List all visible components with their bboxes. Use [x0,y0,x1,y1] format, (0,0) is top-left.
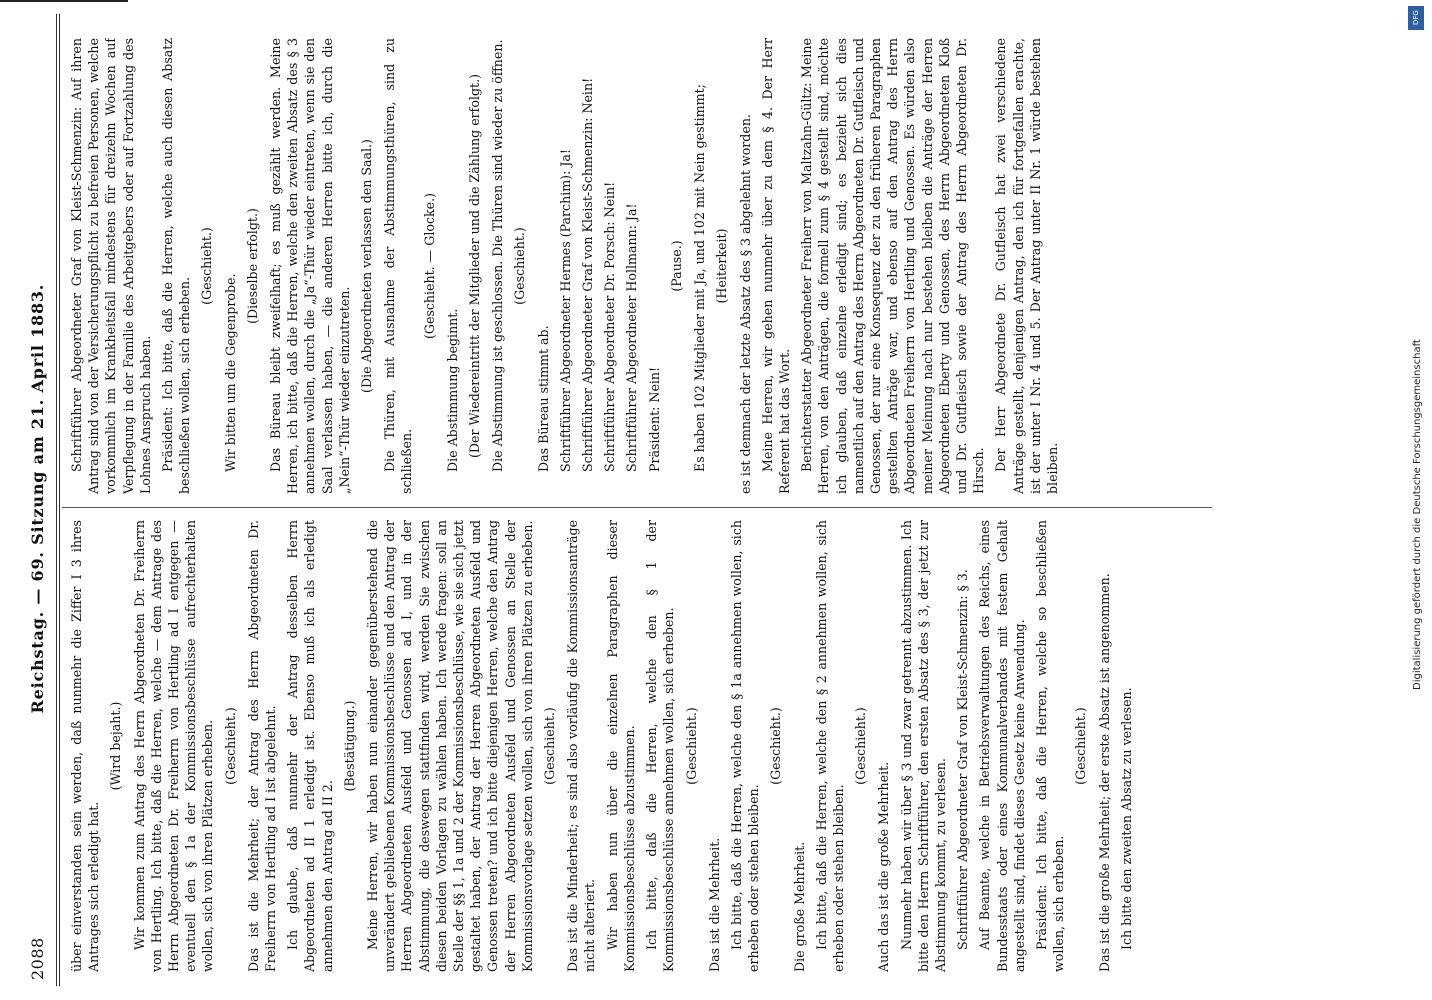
paragraph: Berichterstatter Abgeordneter Freiherr von Maltzahn-Gültz: Meine Herren, von den Anträgen, die formell zum § 4 gestellt sind, möchte ich glauben, daß einzelne erledigt sind; es bezieht sich dies namentlich auf den Antrag des Herrn Abgeordneten Dr. Gutfleisch und Genossen, der nur eine Konsequenz der zu den früheren Paragraphen gestellten Anträge war, und ebenso auf den Antrag des Herrn Abgeordneten Freiherrn von Hertling und Genossen. Es würden also meiner Meinung nach nur bestehen bleiben die Anträge der Herren Abgeordneten Eberty und Genossen, des Herrn Abgeordneten Kloß und Dr. Gutfleisch sowie der Antrag des Herrn Abgeordneten Dr. Hirsch. [799,38,987,494]
paragraph: Meine Herren, wir gehen nunmehr über zu dem § 4. Der Herr Referent hat das Wort. [759,38,792,494]
running-head [22,20,52,980]
stage-direction: (Der Wiedereintritt der Mitglieder und die Zählung erfolgt.) [467,74,483,458]
paragraph: Der Herr Abgeordnete Dr. Gutfleisch hat zwei verschiedene Anträge gestellt, denjenigen Antrag, den ich für fortgefallen erachte, ist der unter I Nr. 4 und 5. Der Antrag unter II Nr. 1 würde bestehen bleiben. [993,38,1060,494]
paragraph: Das ist die große Mehrheit; der erste Absatz ist angenommen. [1096,573,1112,972]
paragraph: Wir bitten um die Gegenprobe. [222,273,238,472]
paragraph: Ich bitte den zweiten Absatz zu verlesen. [1118,687,1134,950]
paragraph: Nunmehr haben wir über § 3 und zwar getrennt abzustimmen. Ich bitte den Herrn Schriftführer, den ersten Absatz des § 3, der jetzt zur Abstimmung kommt, zu verlesen. [898,520,948,972]
stage-direction: (Geschieht.) [853,707,869,785]
page-title: Reichstag. — 69. Sitzung am 21. April 1883. [27,283,47,714]
paragraph: Die Thüren, mit Ausnahme der Abstimmungsthüren, sind zu schließen. [382,38,415,494]
paragraph: Die Abstimmung beginnt. [444,308,460,472]
paragraph: Präsident: Nein! [646,366,662,472]
left-column [68,520,1288,972]
paragraph: es ist demnach der letzte Absatz des § 3 abgelehnt worden. [737,114,753,494]
stage-direction: (Heiterkeit) [714,228,730,304]
paragraph: Auf Beamte, welche in Betriebsverwaltungen des Reichs, eines Bundesstaats oder eines Kommunalverbandes mit festem Gehalt angestellt sind, findet dieses Gesetz keine Anwendung. [977,520,1027,972]
paragraph: Schriftführer Abgeordneter Hermes (Parchim): Ja! [557,149,573,472]
stage-direction: (Die Abgeordneten verlassen den Saal.) [359,139,375,393]
paragraph: Wir kommen zum Antrag des Herrn Abgeordneten Dr. Freiherrn von Hertling. Ich bitte, daß die Herren, welche — dem Antrage des Herrn Abgeordneten Dr. Freiherrn von Hertling ad I entgegen — eventuell den § 1a der Kommissionsbeschlüsse aufrechterhalten wollen, sich von ihren Plätzen erheben. [131,520,216,972]
stage-direction: (Bestätigung.) [341,700,357,792]
paragraph: Auch das ist die große Mehrheit. [876,761,892,972]
paragraph: Schriftführer Abgeordneter Hollmann: Ja! [624,203,640,472]
paragraph: Meine Herren, wir haben nun einander gegenüberstehend die unverändert gebliebenen Kommissionsbeschlüsse und den Antrag der Herren Abgeordneten Ausfeld und Genossen ad I, und in der Abstimmung, die deswegen stattfinden wird, werden Sie zwischen diesen beiden Vorlagen zu wählen haben. Ich werde fragen: soll an Stelle der §§ 1, 1a und 2 der Kommissionsbeschlüsse, wie sie sich jetzt gestaltet haben, der Antrag der Herren Abgeordneten Ausfeld und Genossen treten? und ich bitte diejenigen Herren, welche den Antrag der Herren Abgeordneten Ausfeld und Genossen an Stelle der Kommissionsvorlage setzen wollen, sich von ihren Plätzen zu erheben. [365,520,535,972]
stage-direction: (Geschieht. — Glocke.) [421,192,437,340]
paragraph: Ich bitte, daß die Herren, welche den § 2 annehmen wollen, sich erheben oder stehen bleiben. [813,520,846,972]
stage-direction: (Geschieht.) [683,707,699,785]
paragraph: Präsident: Ich bitte, daß die Herren, welche so beschließen wollen, sich erheben. [1033,520,1067,972]
paragraph: über einverstanden sein werden, daß nunmehr die Ziffer I 3 ihres Antrages sich erledigt hat. [69,520,102,972]
stage-direction: (Geschieht.) [222,707,238,785]
dfg-strip [1402,0,1432,1000]
paragraph: Schriftführer Abgeordneter Dr. Porsch: Nein! [602,181,618,472]
paragraph: Ich bitte, daß die Herren, welche den § 1 der Kommissionsbeschlüsse annehmen wollen, sich erheben. [644,520,677,972]
paragraph: Wir haben nun über die einzelnen Paragraphen dieser Kommissionsbeschlüsse abzustimmen. [604,520,637,972]
paragraph: Es haben 102 Mitglieder mit Ja, und 102 mit Nein gestimmt; [692,84,708,472]
stage-direction: (Geschieht.) [1073,707,1089,785]
dfg-logo: DFG [1408,6,1424,30]
paragraph: Die Abstimmung ist geschlossen. Die Thüren sind wieder zu öffnen. [490,39,506,472]
header-rule-double [59,14,60,986]
stage-direction: (Dieselbe erfolgt.) [244,208,260,324]
paragraph: Das Büreau stimmt ab. [535,325,551,472]
stage-direction: (Geschieht.) [768,707,784,785]
paragraph: Schriftführer Abgeordneter Graf von Kleist-Schmenzin: Nein! [580,77,596,472]
paragraph: Das ist die Minderheit; es sind also vorläufig die Kommissionsanträge nicht alteriert. [565,520,598,972]
column-divider [62,507,1212,508]
stage-direction: (Pause.) [668,240,684,292]
stage-direction: (Geschieht.) [542,707,558,785]
dfg-notice: Digitalisierung gefördert durch die Deutsche Forschungsgemeinschaft [1412,339,1423,690]
paragraph: Das ist die Mehrheit; der Antrag des Herrn Abgeordneten Dr. Freiherrn von Hertling ad I ist abgelehnt. [245,520,279,972]
paragraph: Die große Mehrheit. [791,841,807,972]
paragraph: Das Büreau bleibt zweifelhaft; es muß gezählt werden. Meine Herren, ich bitte, daß die Herren, welche den zweiten Absatz des § 3 annehmen wollen, durch die „Ja“-Thür wieder eintreten, wenn sie den Saal verlassen haben, — die anderen Herren bitte ich, durch die „Nein“-Thür wieder einzutreten. [268,38,352,494]
stage-direction: (Geschieht.) [512,227,528,305]
paragraph: Schriftführer Abgeordneter Graf von Kleist-Schmenzin: § 3. [955,569,971,950]
stage-direction: (Wird bejaht.) [108,701,124,791]
paragraph: Präsident: Ich bitte, daß die Herren, welche auch diesen Absatz beschließen wollen, sich erheben. [160,38,193,494]
paragraph: Ich bitte, daß die Herren, welche den § 1a annehmen wollen, sich erheben oder stehen bleiben. [728,520,762,972]
header-rule [56,14,57,986]
paragraph: Das ist die Mehrheit. [706,837,722,972]
paragraph: Schriftführer Abgeordneter Graf von Kleist-Schmenzin: Auf ihren Antrag sind von der Versicherungspflicht zu befreien Personen, welche vorkommlich im Krankheitsfall mindestens für dreizehn Wochen auf Verpflegung in der Familie des Arbeitgebers oder auf Fortzahlung des Lohnes Anspruch haben. [69,38,153,494]
stage-direction: (Geschieht.) [199,227,215,305]
paragraph: Ich glaube, daß nunmehr der Antrag desselben Herrn Abgeordneten ad II 1 erledigt ist. Ebenso muß ich als erledigt annehmen den Antrag ad II 2. [285,520,335,972]
page-number: 2088 [27,937,47,980]
right-column [68,38,1288,494]
